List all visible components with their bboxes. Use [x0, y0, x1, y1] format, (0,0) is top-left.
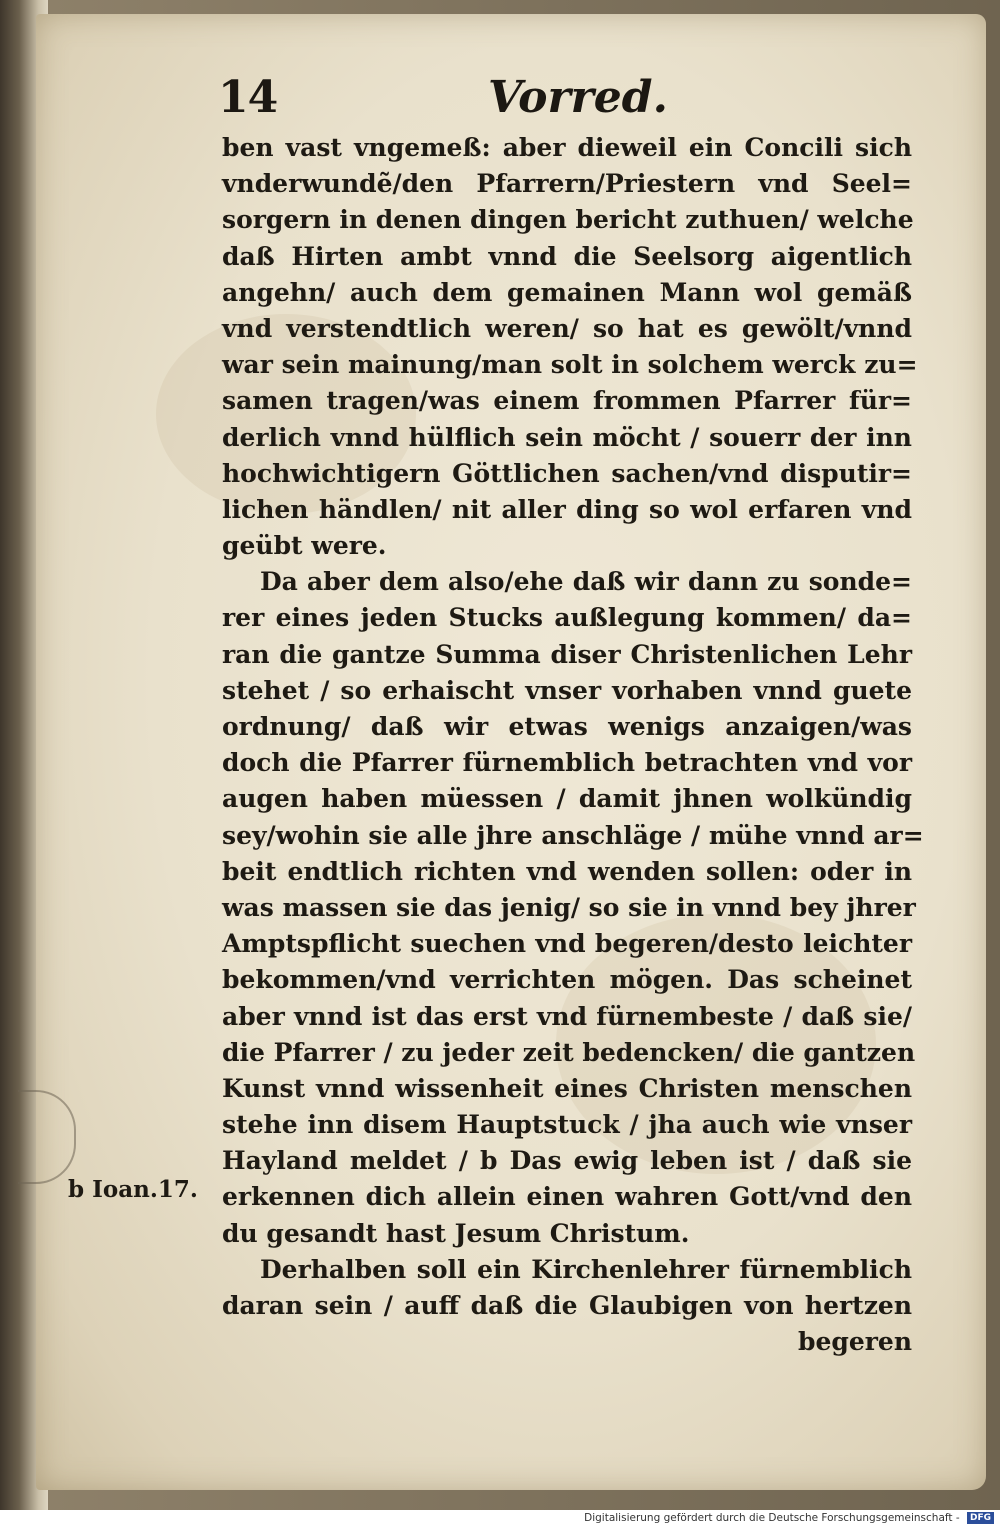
- text-line: ran die gantze Summa diser Christenlichen Lehr: [222, 639, 912, 669]
- text-line: stehet / so erhaischt vnser vorhaben vnnd guete: [222, 675, 912, 705]
- text-line: vnderwundẽ/den Pfarrern/Priestern vnd Seel=: [222, 169, 912, 199]
- text-line: die Pfarrer / zu jeder zeit bedencken/ die gantzen: [222, 1037, 916, 1067]
- text-line: ben vast vngemeß: aber dieweil ein Concili sich: [222, 133, 912, 162]
- text-line: daran sein / auff daß die Glaubigen von hertzen: [222, 1291, 912, 1320]
- text-line: sorgern in denen dingen bericht zuthuen/ welche: [222, 205, 914, 235]
- margin-note-reference: b Ioan.17.: [68, 1176, 198, 1203]
- text-line: ordnung/ daß wir etwas wenigs anzaigen/was: [222, 712, 912, 741]
- text-line: angehn/ auch dem gemainen Mann wol gemäß: [222, 277, 912, 307]
- catchword: begeren: [797, 1327, 912, 1357]
- main-text-block: [222, 130, 924, 1360]
- text-line: sey/wohin sie alle jhre anschläge / mühe vnnd ar=: [222, 820, 924, 850]
- text-line: samen tragen/was einem frommen Pfarrer für=: [222, 386, 912, 416]
- text-line: daß Hirten ambt vnnd die Seelsorg aigentlich: [222, 241, 912, 271]
- text-line: doch die Pfarrer fürnemblich betrachten vnd vor: [222, 748, 912, 778]
- text-line: stehe inn disem Hauptstuck / jha auch wie vnser: [222, 1110, 912, 1140]
- text-line: beit endtlich richten vnd wenden sollen: oder in: [222, 856, 912, 886]
- text-line: erkennen dich allein einen wahren Gott/vnd den: [222, 1182, 912, 1212]
- running-title: Vorred.: [488, 72, 668, 123]
- text-line: Amptspflicht suechen vnd begeren/desto leichter: [222, 929, 912, 959]
- text-line: bekommen/vnd verrichten mögen. Das scheinet: [222, 965, 912, 995]
- text-line: vnd verstendtlich weren/ so hat es gewölt/vnnd: [222, 313, 912, 343]
- text-line: hochwichtigern Göttlichen sachen/vnd disputir=: [222, 458, 912, 488]
- text-line: lichen händlen/ nit aller ding so wol erfaren vnd: [222, 494, 912, 524]
- page-number: 14: [218, 72, 278, 123]
- text-line: du gesandt hast Jesum Christum.: [222, 1218, 690, 1248]
- text-line: rer eines jeden Stucks außlegung kommen/ da=: [222, 603, 912, 633]
- text-line: Derhalben soll ein Kirchenlehrer fürnemblich: [260, 1254, 912, 1284]
- text-line: augen haben müessen / damit jhnen wolkündig: [222, 784, 912, 814]
- dfg-logo: DFG: [967, 1512, 994, 1524]
- text-line: Da aber dem also/ehe daß wir dann zu sonde=: [260, 567, 912, 597]
- digitization-credit: [584, 1512, 994, 1524]
- text-line: geübt were.: [222, 531, 387, 561]
- text-line: aber vnnd ist das erst vnd fürnembeste / daß sie/: [222, 1001, 912, 1031]
- text-line: derlich vnnd hülflich sein möcht / souerr der inn: [222, 422, 912, 452]
- text-line: Kunst vnnd wissenheit eines Christen menschen: [222, 1073, 912, 1103]
- text-line: Hayland meldet / b Das ewig leben ist / daß sie: [222, 1146, 912, 1176]
- text-line: war sein mainung/man solt in solchem werck zu=: [222, 350, 918, 380]
- credit-text: Digitalisierung gefördert durch die Deutsche Forschungsgemeinschaft -: [584, 1512, 960, 1524]
- text-line: was massen sie das jenig/ so sie in vnnd bey jhrer: [222, 892, 916, 922]
- page-header: [218, 72, 918, 132]
